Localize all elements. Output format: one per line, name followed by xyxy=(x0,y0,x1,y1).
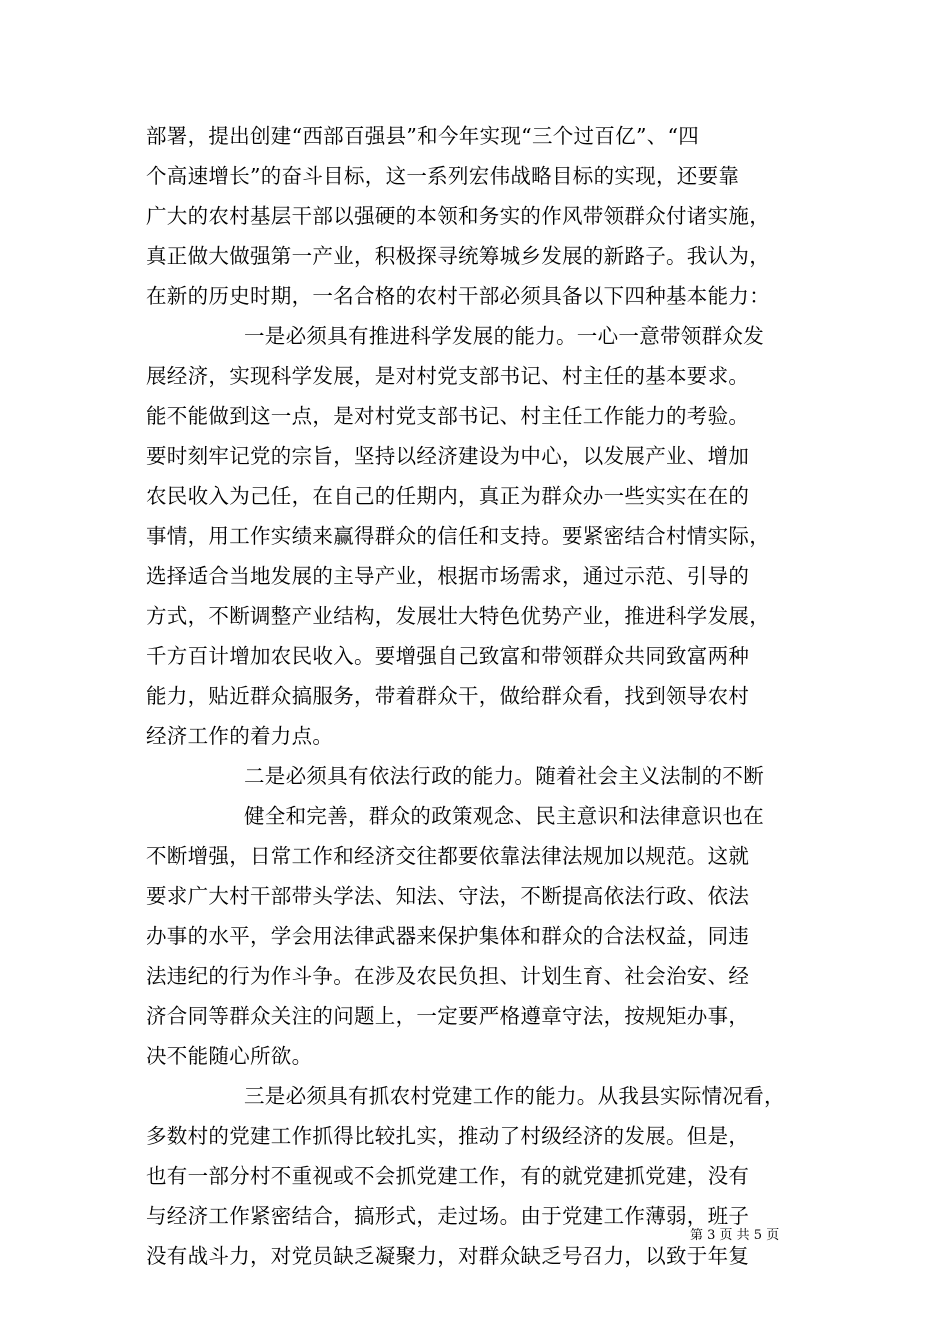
text-line: 办事的水平，学会用法律武器来保护集体和群众的合法权益，同违 xyxy=(146,924,750,948)
text-line: 部署，提出创建“西部百强县”和今年实现“三个过百亿”、“四 xyxy=(146,124,700,148)
text-line: 千方百计增加农民收入。要增强自己致富和带领群众共同致富两种 xyxy=(146,644,750,668)
paragraph-start-line: 二是必须具有依法行政的能力。随着社会主义法制的不断 xyxy=(244,764,764,788)
text-line: 农民收入为己任，在自己的任期内，真正为群众办一些实实在在的 xyxy=(146,484,750,508)
text-line: 法违纪的行为作斗争。在涉及农民负担、计划生育、社会治安、经 xyxy=(146,964,750,988)
paragraph-start-line: 一是必须具有推进科学发展的能力。一心一意带领群众发 xyxy=(244,324,764,348)
text-line: 没有战斗力，对党员缺乏凝聚力，对群众缺乏号召力，以致于年复 xyxy=(146,1244,750,1268)
text-line: 健全和完善，群众的政策观念、民主意识和法律意识也在 xyxy=(244,804,764,828)
text-line: 方式，不断调整产业结构，发展壮大特色优势产业，推进科学发展， xyxy=(146,604,770,628)
text-line: 个高速增长”的奋斗目标，这一系列宏伟战略目标的实现，还要靠 xyxy=(146,164,740,188)
text-line: 选择适合当地发展的主导产业，根据市场需求，通过示范、引导的 xyxy=(146,564,750,588)
text-line: 不断增强，日常工作和经济交往都要依靠法律法规加以规范。这就 xyxy=(146,844,750,868)
text-line: 能力，贴近群众搞服务，带着群众干，做给群众看，找到领导农村 xyxy=(146,684,750,708)
text-line: 经济工作的着力点。 xyxy=(146,724,334,748)
text-line: 能不能做到这一点，是对村党支部书记、村主任工作能力的考验。 xyxy=(146,404,750,428)
text-line: 多数村的党建工作抓得比较扎实，推动了村级经济的发展。但是， xyxy=(146,1124,750,1148)
text-line: 广大的农村基层干部以强硬的本领和务实的作风带领群众付诸实施， xyxy=(146,204,770,228)
body-text xyxy=(146,116,826,1276)
page-number-footer: 第 3 页 共 5 页 xyxy=(690,1228,780,1243)
text-line: 也有一部分村不重视或不会抓党建工作，有的就党建抓党建，没有 xyxy=(146,1164,750,1188)
text-line: 要求广大村干部带头学法、知法、守法，不断提高依法行政、依法 xyxy=(146,884,750,908)
text-line: 事情，用工作实绩来赢得群众的信任和支持。要紧密结合村情实际， xyxy=(146,524,770,548)
paragraph-start-line: 三是必须具有抓农村党建工作的能力。从我县实际情况看， xyxy=(244,1084,785,1108)
text-line: 在新的历史时期，一名合格的农村干部必须具备以下四种基本能力： xyxy=(146,284,770,308)
text-line: 要时刻牢记党的宗旨，坚持以经济建设为中心，以发展产业、增加 xyxy=(146,444,750,468)
text-line: 决不能随心所欲。 xyxy=(146,1044,313,1068)
text-line: 与经济工作紧密结合，搞形式，走过场。由于党建工作薄弱，班子 xyxy=(146,1204,750,1228)
text-line: 济合同等群众关注的问题上，一定要严格遵章守法，按规矩办事， xyxy=(146,1004,750,1028)
text-line: 展经济，实现科学发展，是对村党支部书记、村主任的基本要求。 xyxy=(146,364,750,388)
text-line: 真正做大做强第一产业，积极探寻统筹城乡发展的新路子。我认为， xyxy=(146,244,770,268)
